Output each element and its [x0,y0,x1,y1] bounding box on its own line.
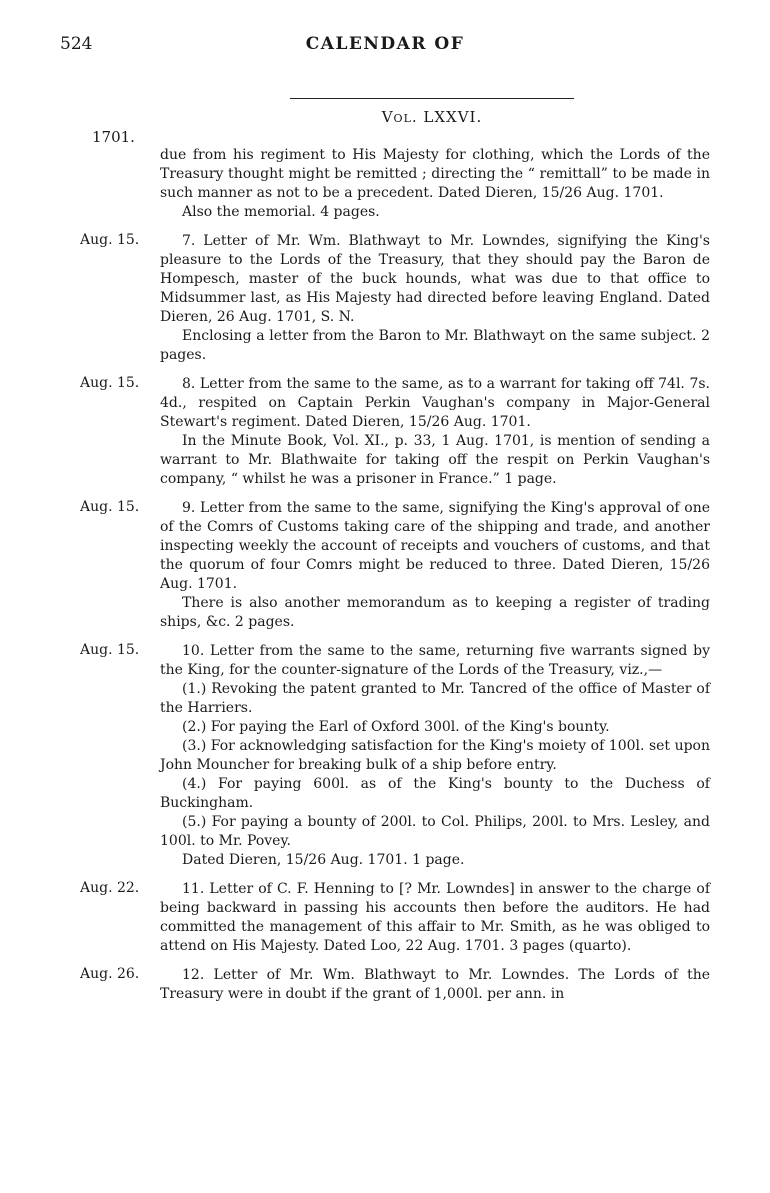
volume-heading: Vol. LXXVI. [381,108,483,126]
page-number: 524 [60,34,93,54]
entry-text [160,966,710,1004]
entry-text [160,232,710,365]
entry-text [160,880,710,956]
entry [60,146,710,222]
entry-paragraph: (1.) Revoking the patent granted to Mr. Tancred of the office of Master of the Harriers. [160,681,710,716]
entry-paragraph: 7. Letter of Mr. Wm. Blathwayt to Mr. Lowndes, signifying the King's pleasure to the Lords of the Treasury, that they should pay the Baron de Hompesch, master of the buck hounds, what was due to that office to Midsummer last, as His Majesty had directed before leaving England. Dated Dieren, 26 Aug. 1701, S. N. [160,233,710,325]
entry-date: Aug. 22. [80,880,140,896]
entry-text [160,499,710,632]
entry-paragraph: 9. Letter from the same to the same, signifying the King's approval of one of the Comrs of Customs taking care of the shipping and trade, and another inspecting weekly the account of receipts and vouchers of customs, and that the quorum of four Comrs might be reduced to three. Dated Dieren, 15/26 Aug. 1701. [160,500,710,592]
entry-date: Aug. 26. [80,966,140,982]
entry-text [160,642,710,870]
entry-paragraph: 12. Letter of Mr. Wm. Blathwayt to Mr. Lowndes. The Lords of the Treasury were in doubt if the grant of 1,000l. per ann. in [160,967,710,1002]
entry [60,232,710,365]
entry-paragraph: (4.) For paying 600l. as of the King's bounty to the Duchess of Buckingham. [160,776,710,811]
entry-date: Aug. 15. [80,375,140,391]
year-margin: 1701. [92,128,135,146]
entry-paragraph: due from his regiment to His Majesty for clothing, which the Lords of the Treasury thought might be remitted ; directing the “ remittall” to be made in such manner as not to be a precedent. Dated Dieren, 15/26 Aug. 1701. [160,147,710,201]
entry-paragraph: Dated Dieren, 15/26 Aug. 1701. 1 page. [182,852,465,868]
entry-paragraph: (2.) For paying the Earl of Oxford 300l. of the King's bounty. [182,719,610,735]
entry [60,642,710,870]
entry [60,375,710,489]
header-rule [290,98,574,99]
entry-paragraph: In the Minute Book, Vol. XI., p. 33, 1 Aug. 1701, is mention of sending a warrant to Mr. Blathwaite for taking off the respit on Perkin Vaughan's company, “ whilst he was a prisoner in France.” 1 page. [160,433,710,487]
running-title: CALENDAR OF [305,34,465,54]
entry [60,880,710,956]
entry-paragraph: 11. Letter of C. F. Henning to [? Mr. Lowndes] in answer to the charge of being backward in passing his accounts then before the auditors. He had committed the management of this affair to Mr. Smith, as he was obliged to attend on His Majesty. Dated Loo, 22 Aug. 1701. 3 pages (quarto). [160,881,710,954]
entry-paragraph: (3.) For acknowledging satisfaction for the King's moiety of 100l. set upon John Mouncher for breaking bulk of a ship before entry. [160,738,710,773]
entries-list [60,146,710,1014]
entry-date: Aug. 15. [80,642,140,658]
entry-date: Aug. 15. [80,499,140,515]
entry [60,499,710,632]
entry-paragraph: (5.) For paying a bounty of 200l. to Col. Philips, 200l. to Mrs. Lesley, and 100l. to Mr. Povey. [160,814,710,849]
entry-date: Aug. 15. [80,232,140,248]
entry-paragraph: There is also another memorandum as to keeping a register of trading ships, &c. 2 pages. [160,595,710,630]
entry [60,966,710,1004]
entry-text [160,146,710,222]
entry-paragraph: 10. Letter from the same to the same, returning five warrants signed by the King, for the counter-signature of the Lords of the Treasury, viz.,— [160,643,710,678]
entry-paragraph: 8. Letter from the same to the same, as to a warrant for taking off 74l. 7s. 4d., respited on Captain Perkin Vaughan's company in Major-General Stewart's regiment. Dated Dieren, 15/26 Aug. 1701. [160,376,710,430]
entry-paragraph: Also the memorial. 4 pages. [182,204,380,220]
entry-text [160,375,710,489]
entry-paragraph: Enclosing a letter from the Baron to Mr. Blathwayt on the same subject. 2 pages. [160,328,710,363]
